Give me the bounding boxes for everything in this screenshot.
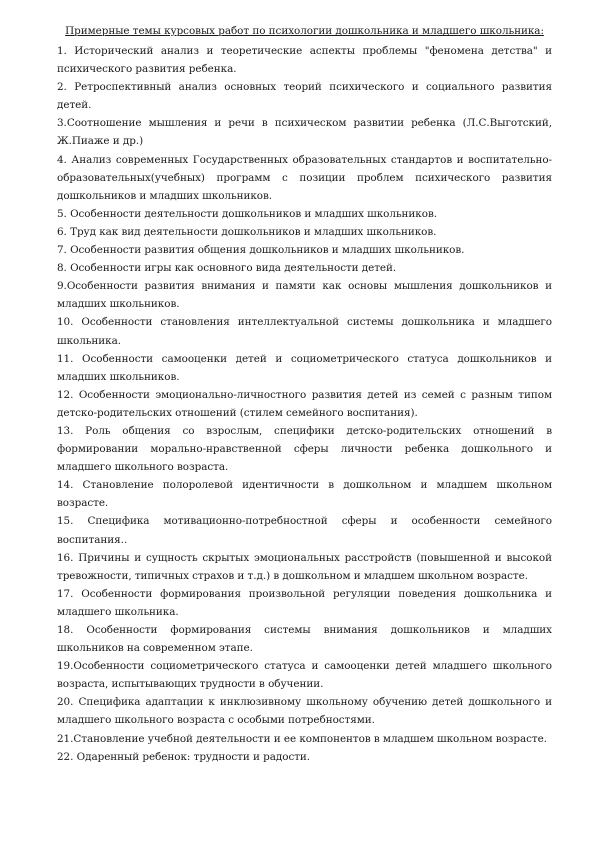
topic-item-12: 12. Особенности эмоционально-личностного развития детей из семей с разным типом детско-родительских отношений (стилем семейного воспитания).: [57, 388, 552, 419]
topic-item-17: 17. Особенности формирования произвольной регуляции поведения дошкольника и младшего школьника.: [57, 587, 552, 618]
topic-item-11: 11. Особенности самооценки детей и социометрического статуса дошкольников и младших школьников.: [57, 352, 552, 383]
topic-item-14: 14. Становление полоролевой идентичности в дошкольном и младшем школьном возрасте.: [57, 479, 552, 510]
topic-item-6: 6. Труд как вид деятельности дошкольников и младших школьников.: [57, 225, 437, 238]
topic-item-5: 5. Особенности деятельности дошкольников и младших школьников.: [57, 207, 437, 220]
topic-item-20: 20. Специфика адаптации к инклюзивному школьному обучению детей дошкольного и младшего школьного возраста с особыми потребностями.: [57, 696, 552, 727]
topic-item-15: 15. Специфика мотивационно-потребностной сферы и особенности семейного воспитания..: [57, 515, 552, 546]
topic-item-19: 19.Особенности социометрического статуса и самооценки детей младшего школьного возраста, испытывающих трудности в обучении.: [57, 660, 552, 691]
topic-item-16: 16. Причины и сущность скрытых эмоциональных расстройств (повышенной и высокой тревожности, типичных страхов и т.д.) в дошкольном и младшем школьном возрасте.: [57, 551, 552, 582]
topic-list: [57, 42, 552, 766]
topic-item-18: 18. Особенности формирования системы внимания дошкольников и младших школьников на современном этапе.: [57, 624, 552, 655]
topic-item-22: 22. Одаренный ребенок: трудности и радости.: [57, 750, 311, 763]
topic-item-7: 7. Особенности развития общения дошкольников и младших школьников.: [57, 244, 465, 257]
topic-item-21: 21.Становление учебной деятельности и ее компонентов в младшем школьном возрасте.: [57, 732, 547, 745]
topic-item-10: 10. Особенности становления интеллектуальной системы дошкольника и младшего школьника.: [57, 316, 552, 347]
topic-item-13: 13. Роль общения со взрослым, специфики детско-родительских отношений в формировании морально-нравственной сферы личности ребенка дошкольного и младшего школьного возраста.: [57, 424, 552, 474]
topic-item-2: 2. Ретроспективный анализ основных теорий психического и социального развития детей.: [57, 81, 552, 112]
topic-item-3: 3.Соотношение мышления и речи в психическом развитии ребенка (Л.С.Выготский, Ж.Пиаже и др.): [57, 117, 552, 148]
topic-item-9: 9.Особенности развития внимания и памяти как основы мышления дошкольников и младших школьников.: [57, 280, 552, 311]
topic-item-8: 8. Особенности игры как основного вида деятельности детей.: [57, 262, 397, 275]
topic-item-1: 1. Исторический анализ и теоретические аспекты проблемы "феномена детства" и психического развития ребенка.: [57, 45, 552, 76]
document-title: Примерные темы курсовых работ по психологии дошкольника и младшего школьника:: [65, 25, 544, 37]
topic-item-4: 4. Анализ современных Государственных образовательных стандартов и воспитательно-образовательных(учебных) программ с позиции проблем психического развития дошкольников и младших школьников.: [57, 153, 552, 202]
